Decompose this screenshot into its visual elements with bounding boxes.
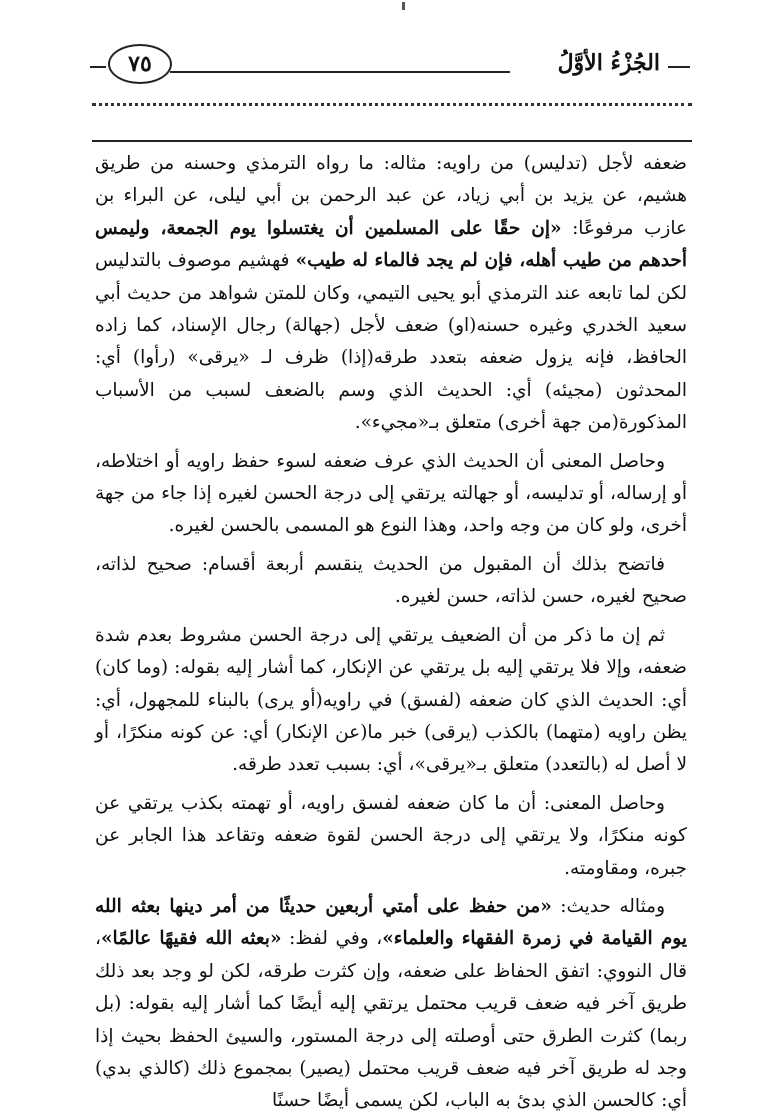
text-segment: ومثاله حديث: xyxy=(551,895,665,917)
paragraph xyxy=(95,549,687,614)
text-segment: ، وفي لفظ: xyxy=(281,928,383,950)
text-segment: ضعفه لأجل (تدليس) من راويه: مثاله: ما رواه الترمذي وحسنه من طريق هشيم، عن يزيد بن أبي زياد، عن عبد الرحمن بن أبي ليلى، عن البراء بن عازب مرفوعًا: xyxy=(95,153,687,239)
page-header xyxy=(90,42,690,82)
hadith-quote: «بعثه الله فقيهًا عالمًا» xyxy=(100,928,282,950)
paragraph xyxy=(95,148,687,440)
text-segment: ثم إن ما ذكر من أن الضعيف يرتقي إلى درجة الحسن مشروط بعدم شدة ضعفه، وإلا فلا يرتقي إليه بل يرتقي عن الإنكار، كما أشار إليه بقوله: (وما كان) أي: الحديث الذي كان ضعفه (لفسق) في راويه(أو يرى) بالبناء للمجهول، أي: يظن راويه (متهما) بالكذب (يرقى) خبر ما(عن الإنكار) أي: عن كونه منكرًا، أو لا أصل له (بالتعدد) متعلق بـ«يرقى»، أي: بسبب تعدد طرقه. xyxy=(95,624,687,776)
dotted-separator xyxy=(92,103,692,106)
running-title: الجُزْءُ الأوَّلُ xyxy=(557,50,660,76)
paragraph xyxy=(95,446,687,543)
header-rule xyxy=(170,71,510,73)
text-segment: فاتضح بذلك أن المقبول من الحديث ينقسم أربعة أقسام: صحيح لذاته، صحيح لغيره، حسن لذاته، حسن لغيره. xyxy=(95,553,687,608)
text-segment: وحاصل المعنى: أن ما كان ضعفه لفسق راويه، أو تهمته بكذب يرتقي عن كونه منكرًا، ولا يرتقي إلى درجة الحسن لقوة ضعفه وتقاعد هذا الجابر عن جبره، ومقاومته. xyxy=(95,792,687,879)
main-text xyxy=(95,148,687,1118)
content-rule xyxy=(92,140,692,142)
page-number: ٧٥ xyxy=(108,44,172,84)
hadith-quote: «إن حقًا على المسلمين أن يغتسلوا يوم الجمعة، وليمس أحدهم من طيب أهله، فإن لم يجد فالماء له طيب» xyxy=(95,217,688,272)
paragraph xyxy=(95,891,687,1118)
paragraph xyxy=(95,620,687,782)
hadith-quote: «من حفظ على أمتي أربعين حديثًا من أمر دينها بعثه الله يوم القيامة في زمرة الفقهاء والعلماء» xyxy=(95,895,687,950)
text-segment: فهشيم موصوف بالتدليس لكن لما تابعه عند الترمذي أبو يحيى التيمي، وكان للمتن شواهد من حديث أبي سعيد الخدري وغيره حسنه(او) ضعف لأجل (جهالة) رجال الإسناد، كما زاده الحافظ، فإنه يزول ضعفه بتعدد طرقه(إذا) ظرف لـ «يرقى» (رأوا) أي: المحدثون (مجيئه) أي: الحديث الذي وسم بالضعف لسبب من الأسباب المذكورة(من جهة أخرى) متعلق بـ«مجيء». xyxy=(95,250,687,434)
text-segment: وحاصل المعنى أن الحديث الذي عرف ضعفه لسوء حفظ راويه أو اختلاطه، أو إرساله، أو تدليسه، أو جهالته يرتقي إلى درجة الحسن لغيره إذا جاء من جهة أخرى، ولو كان من وجه واحد، وهذا النوع هو المسمى بالحسن لغيره. xyxy=(95,450,687,537)
paragraph xyxy=(95,788,687,885)
text-segment: ، قال النووي: اتفق الحفاظ على ضعفه، وإن كثرت طرقه، لكن لو وجد بعد ذلك طريق آخر فيه ضعف قريب محتمل يرتقي إليه أيضًا كما أشار إليه بقوله: (بل ربما) كثرت الطرق حتى أوصلته إلى درجة المستور، والسيئ الحفظ بحيث إذا وجد له طريق آخر فيه ضعف قريب محتمل (يصير) بمجموع ذلك (كالذي بدي) أي: كالحسن الذي بدئ به الباب، لكن يسمى أيضًا حسنًا xyxy=(95,928,687,1112)
header-dash-right xyxy=(668,66,690,68)
header-dash-left xyxy=(90,66,106,68)
scan-mark xyxy=(402,2,405,10)
